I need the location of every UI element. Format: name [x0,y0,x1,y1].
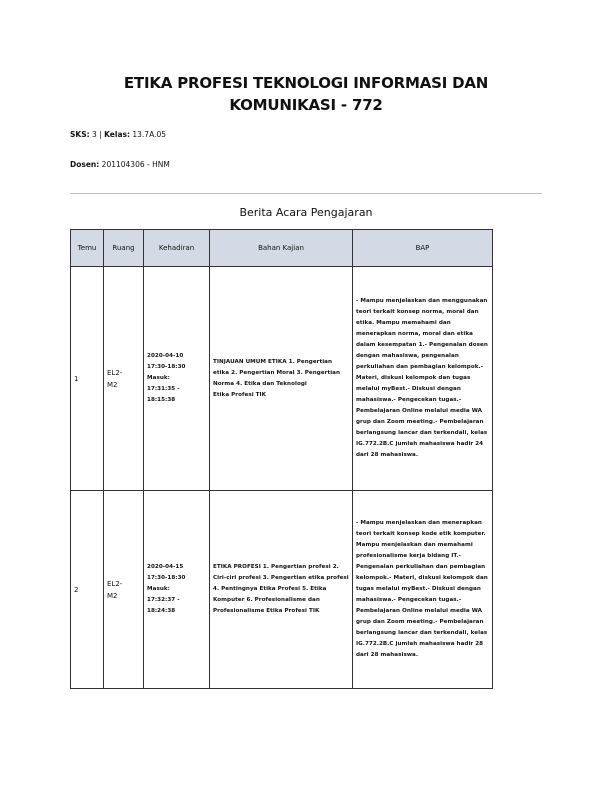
cell-bap: - Mampu menjelaskan dan menerapkan teori terkait konsep kode etik komputer. Mampu menjelaskan dan memahami profesionalisme kerja bidang IT.- Pengenalan perkuliahan dan pembagian kelompok.- Materi, diskusi kelompok dan tugas melalui myBest.- Diskusi dengan mahasiswa.- Pengecekan tugas.- Pembelajaran Online melalui media WA grup dan Zoom meeting.- Pembelajaran berlangsung lancar dan terkendali, kelas IG.772.2B.C jumlah mahasiswa hadir 28 dari 28 mahasiswa. [353,491,493,689]
table-header-row [71,230,493,267]
section-title: Berita Acara Pengajaran [239,206,373,219]
page-title: ETIKA PROFESI TEKNOLOGI INFORMASI DAN KOMUNIKASI - 772 [123,74,489,114]
cell-bahan-kajian: ETIKA PROFESI 1. Pengertian profesi 2. Ciri-ciri profesi 3. Pengertian etika profesi 4. Pentingnya Etika Profesi 5. Etika Komputer 6. Profesionalisme dan Profesionalisme Etika Profesi TIK [210,491,353,689]
cell-kehadiran: 2020-04-10 17:30-18:30 Masuk: 17:31:35 - 18:15:38 [144,267,210,491]
cell-kehadiran: 2020-04-15 17:30-18:30 Masuk: 17:32:37 - 18:24:38 [144,491,210,689]
kelas-value: 13.7A.05 [132,130,167,139]
header-bahan-kajian: Bahan Kajian [210,230,353,267]
table-row [71,267,493,491]
cell-ruang: EL2- M2 [104,267,144,491]
bap-table [70,229,493,689]
table-row [71,491,493,689]
header-ruang: Ruang [104,230,144,267]
cell-bahan-kajian: TINJAUAN UMUM ETIKA 1. Pengertian etika 2. Pengertian Moral 3. Pengertian Norma 4. Etika dan Teknologi Etika Profesi TIK [210,267,353,491]
cell-temu: 1 [71,267,104,491]
cell-bap: - Mampu menjelaskan dan menggunakan teori terkait konsep norma, moral dan etika. Mampu memahami dan menerapkan norma, moral dan etika dalam kesempatan 1.- Pengenalan dosen dengan mahasiswa, pengenalan perkuliahan dan pembagian kelompok.- Materi, diskusi kelompok dan tugas melalui myBest.- Diskusi dengan mahasiswa.- Pengecekan tugas.- Pembelajaran Online melalui media WA grup dan Zoom meeting.- Pembelajaran berlangsung lancar dan terkendali, kelas IG.772.2B.C jumlah mahasiswa hadir 24 dari 28 mahasiswa. [353,267,493,491]
divider [70,193,542,194]
header-kehadiran: Kehadiran [144,230,210,267]
header-temu: Temu [71,230,104,267]
dosen-value: 201104306 - HNM [101,160,170,169]
kelas-label: Kelas: [104,130,130,139]
lecturer-info [70,160,170,169]
sks-value: 3 [92,130,97,139]
dosen-label: Dosen: [70,160,100,169]
course-info [70,130,166,139]
cell-ruang: EL2- M2 [104,491,144,689]
cell-temu: 2 [71,491,104,689]
separator: | [99,130,102,139]
sks-label: SKS: [70,130,90,139]
header-bap: BAP [353,230,493,267]
